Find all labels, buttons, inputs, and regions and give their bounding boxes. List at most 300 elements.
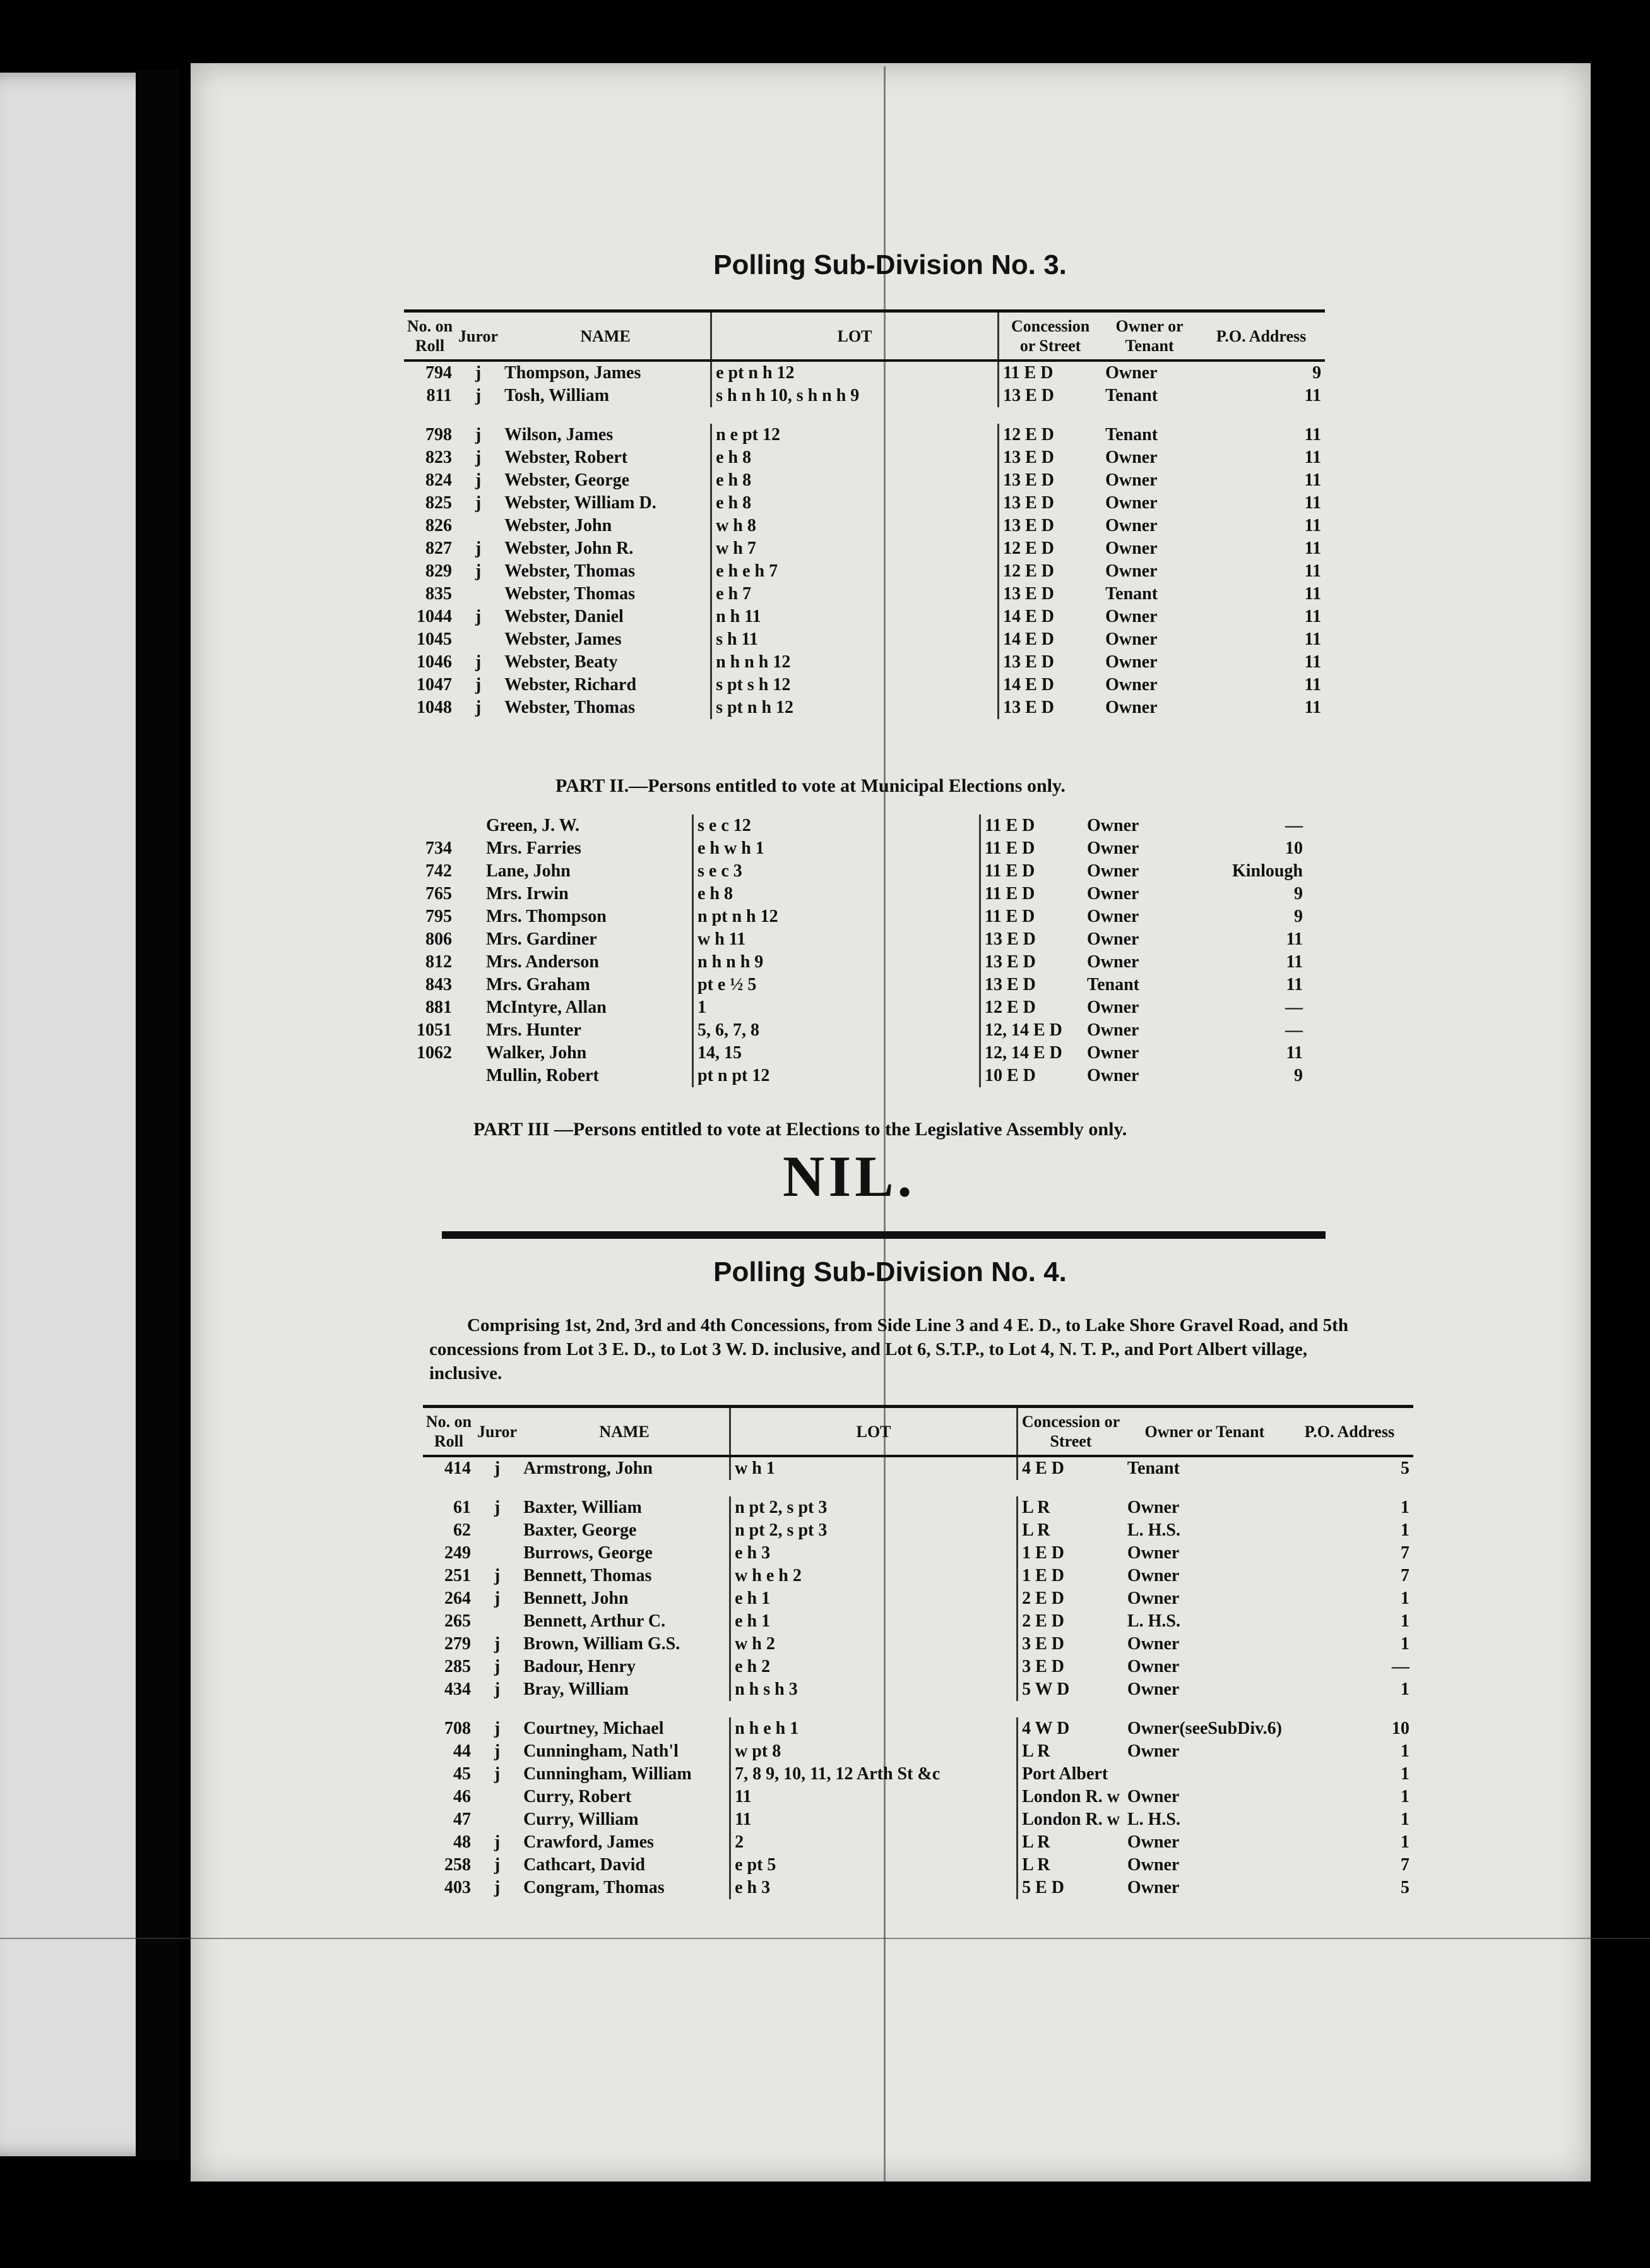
owner-status: Owner	[1105, 470, 1158, 491]
concession: 13 E D	[999, 651, 1102, 674]
lot: 2	[730, 1831, 1018, 1854]
concession: L R	[1018, 1854, 1124, 1877]
concession: 11 E D	[980, 815, 1084, 837]
header-owner: Owner or Tenant	[1124, 1407, 1286, 1457]
lot: s pt s h 12	[711, 674, 999, 696]
concession: 12 E D	[980, 996, 1084, 1019]
roll-number	[404, 815, 456, 837]
owner-status: Owner	[1087, 839, 1139, 858]
po-address: 1	[1400, 1741, 1410, 1762]
roll-number: 1045	[417, 630, 452, 650]
header-owner: Owner or Tenant	[1101, 311, 1197, 361]
roll-number: 823	[425, 448, 452, 468]
lot: n pt 2, s pt 3	[730, 1496, 1018, 1519]
section3-title: Polling Sub-Division No. 3.	[713, 249, 1067, 280]
lot: e h 7	[711, 583, 999, 606]
voter-name: Curry, Robert	[523, 1787, 632, 1807]
concession: L R	[1018, 1519, 1124, 1542]
roll-number: 44	[453, 1741, 471, 1762]
juror-mark: j	[475, 561, 482, 582]
juror-mark	[456, 883, 482, 905]
voter-name: Cunningham, William	[523, 1764, 692, 1784]
concession: 12 E D	[999, 537, 1102, 560]
roll-number: 434	[444, 1680, 471, 1700]
table-row	[404, 1019, 1307, 1042]
roll-number: 798	[425, 425, 452, 445]
voter-name: Webster, Robert	[504, 448, 628, 468]
owner-status: Owner	[1127, 1566, 1180, 1586]
roll-number: 881	[425, 998, 452, 1017]
voter-name: Wilson, James	[504, 425, 614, 445]
roll-number: 794	[425, 363, 452, 383]
concession: 13 E D	[999, 446, 1102, 469]
lot: n pt n h 12	[693, 905, 980, 928]
owner-status: Owner	[1087, 1066, 1139, 1085]
table-row	[423, 1480, 1413, 1496]
table-row	[423, 1717, 1413, 1740]
row-spacer	[423, 1480, 1413, 1496]
roll-number: 708	[444, 1719, 471, 1739]
owner-status: Tenant	[1105, 425, 1158, 445]
owner-status: L. H.S.	[1127, 1810, 1180, 1830]
owner-status: Owner(seeSubDiv.6)	[1127, 1719, 1282, 1739]
header-juror: Juror	[475, 1407, 519, 1457]
lot: e h 2	[730, 1656, 1018, 1678]
table-row	[404, 928, 1307, 951]
lot: s e c 12	[693, 815, 980, 837]
juror-mark	[456, 1019, 482, 1042]
owner-status: Tenant	[1105, 584, 1158, 604]
concession: 11 E D	[980, 837, 1084, 860]
lot: pt e ½ 5	[693, 974, 980, 996]
po-address: 11	[1304, 652, 1322, 672]
table-row	[404, 583, 1325, 606]
concession: 12, 14 E D	[980, 1019, 1084, 1042]
concession: 12, 14 E D	[980, 1042, 1084, 1065]
owner-status: Owner	[1087, 998, 1139, 1017]
roll-number: 812	[425, 952, 452, 972]
juror-mark: j	[475, 363, 482, 383]
juror-mark	[475, 1519, 519, 1542]
juror-mark: j	[494, 1855, 501, 1875]
po-address: 11	[1304, 675, 1322, 695]
voter-name: Green, J. W.	[486, 816, 580, 835]
table-row	[404, 860, 1307, 883]
po-address: 11	[1304, 698, 1322, 718]
voter-name: Badour, Henry	[523, 1657, 636, 1677]
roll-number: 48	[453, 1832, 471, 1853]
table-row	[404, 674, 1325, 696]
voter-name: Mullin, Robert	[486, 1066, 599, 1085]
owner-status: Owner	[1127, 1680, 1180, 1700]
owner-status: Tenant	[1105, 386, 1158, 406]
lot: w h 8	[711, 515, 999, 537]
voter-name: Tosh, William	[504, 386, 610, 406]
voter-name: Webster, Daniel	[504, 607, 624, 627]
concession: 5 E D	[1018, 1877, 1124, 1899]
voter-name: Mrs. Irwin	[486, 884, 569, 904]
voter-name: Webster, John	[504, 516, 612, 536]
concession: 13 E D	[999, 515, 1102, 537]
roll-number: 1044	[417, 607, 452, 627]
lot: w h 1	[730, 1456, 1018, 1480]
juror-mark: j	[494, 1498, 501, 1518]
roll-number: 414	[444, 1459, 471, 1479]
concession: 14 E D	[999, 606, 1102, 628]
owner-status: Owner	[1105, 363, 1158, 383]
owner-status: Owner	[1127, 1543, 1180, 1563]
roll-number: 403	[444, 1878, 471, 1898]
juror-mark: j	[475, 386, 482, 406]
roll-number: 824	[425, 470, 452, 491]
owner-status: Owner	[1127, 1878, 1180, 1898]
owner-status: Owner	[1087, 907, 1139, 926]
concession: 4 E D	[1018, 1456, 1124, 1480]
concession: 13 E D	[999, 469, 1102, 492]
roll-number: 811	[426, 386, 452, 406]
juror-mark: j	[475, 698, 482, 718]
voter-name: Burrows, George	[523, 1543, 653, 1563]
po-address: 11	[1304, 539, 1322, 559]
lot: e h 8	[711, 469, 999, 492]
voter-name: Webster, Thomas	[504, 584, 636, 604]
roll-number: 1051	[417, 1020, 452, 1040]
scan-artifact-line	[0, 1938, 1650, 1939]
juror-mark: j	[494, 1589, 501, 1609]
header-name: NAME	[501, 311, 711, 361]
juror-mark	[456, 951, 482, 974]
po-address: 11	[1304, 493, 1322, 513]
table-row	[423, 1740, 1413, 1763]
table-row	[404, 492, 1325, 515]
header-name: NAME	[519, 1407, 730, 1457]
table-row	[423, 1456, 1413, 1480]
po-address: 11	[1286, 952, 1303, 972]
header-no: No. on Roll	[423, 1407, 475, 1457]
po-address: 7	[1400, 1566, 1410, 1586]
voter-name: Curry, William	[523, 1810, 639, 1830]
juror-mark: j	[494, 1634, 501, 1654]
owner-status: Owner	[1105, 652, 1158, 672]
table-row	[423, 1610, 1413, 1633]
roll-number: 1062	[417, 1043, 452, 1063]
po-address: —	[1285, 816, 1303, 835]
table-row	[423, 1496, 1413, 1519]
juror-mark: j	[494, 1832, 501, 1853]
section-divider-rule	[442, 1231, 1326, 1239]
lot: e h 1	[730, 1610, 1018, 1633]
roll-number: 1048	[417, 698, 452, 718]
table-row	[404, 651, 1325, 674]
voter-name: Webster, George	[504, 470, 630, 491]
po-address: 10	[1391, 1719, 1410, 1739]
juror-mark	[475, 1610, 519, 1633]
header-po: P.O. Address	[1197, 311, 1325, 361]
po-address: 11	[1304, 386, 1322, 406]
po-address: 11	[1304, 470, 1322, 491]
po-address: —	[1285, 1020, 1303, 1040]
table-row	[404, 883, 1307, 905]
lot: n h e h 1	[730, 1717, 1018, 1740]
roll-number: 734	[425, 839, 452, 858]
lot: w h 7	[711, 537, 999, 560]
concession: 2 E D	[1018, 1610, 1124, 1633]
header-no: No. on Roll	[404, 311, 456, 361]
lot: n e pt 12	[711, 424, 999, 446]
table-row	[423, 1831, 1413, 1854]
lot: e h 3	[730, 1542, 1018, 1565]
voter-name: Webster, Thomas	[504, 698, 636, 718]
table-row	[423, 1542, 1413, 1565]
po-address: —	[1285, 998, 1303, 1017]
juror-mark: j	[494, 1764, 501, 1784]
po-address: 11	[1304, 516, 1322, 536]
concession: 13 E D	[980, 951, 1084, 974]
po-address: 1	[1400, 1589, 1410, 1609]
juror-mark: j	[475, 448, 482, 468]
concession: 3 E D	[1018, 1656, 1124, 1678]
juror-mark	[456, 974, 482, 996]
po-address: 11	[1304, 607, 1322, 627]
po-address: 7	[1400, 1855, 1410, 1875]
table-row	[423, 1701, 1413, 1717]
concession: 14 E D	[999, 628, 1102, 651]
concession: 13 E D	[999, 492, 1102, 515]
concession: L R	[1018, 1740, 1124, 1763]
roll-number: 47	[453, 1810, 471, 1830]
table-row	[423, 1786, 1413, 1808]
voter-name: Baxter, William	[523, 1498, 642, 1518]
roll-number: 61	[453, 1498, 471, 1518]
concession: L R	[1018, 1831, 1124, 1854]
table-row	[404, 996, 1307, 1019]
juror-mark	[456, 860, 482, 883]
juror-mark: j	[475, 675, 482, 695]
concession: 3 E D	[1018, 1633, 1124, 1656]
table-row	[404, 905, 1307, 928]
concession: Port Albert	[1018, 1763, 1124, 1786]
po-address: 10	[1285, 839, 1303, 858]
voter-name: Mrs. Anderson	[486, 952, 599, 972]
concession: 1 E D	[1018, 1565, 1124, 1587]
voter-name: Bennett, Thomas	[523, 1566, 652, 1586]
voter-name: Webster, Thomas	[504, 561, 636, 582]
roll-number: 249	[444, 1543, 471, 1563]
roll-number: 265	[444, 1611, 471, 1632]
lot: w h e h 2	[730, 1565, 1018, 1587]
concession: L R	[1018, 1496, 1124, 1519]
po-address: 9	[1294, 884, 1303, 904]
table-row	[423, 1656, 1413, 1678]
owner-status: Owner	[1127, 1498, 1180, 1518]
po-address: 11	[1304, 448, 1322, 468]
section4-title: Polling Sub-Division No. 4.	[713, 1256, 1067, 1287]
table-row	[404, 951, 1307, 974]
po-address: 11	[1286, 1043, 1303, 1063]
owner-status: Owner	[1087, 861, 1139, 881]
po-address: 1	[1400, 1520, 1410, 1541]
po-address: 9	[1294, 907, 1303, 926]
po-address: 5	[1400, 1878, 1410, 1898]
juror-mark: j	[494, 1459, 501, 1479]
roll-number: 765	[425, 884, 452, 904]
voter-name: Webster, Richard	[504, 675, 637, 695]
po-address: 11	[1304, 425, 1322, 445]
voter-name: Bray, William	[523, 1680, 629, 1700]
concession: 12 E D	[999, 424, 1102, 446]
lot: e h 1	[730, 1587, 1018, 1610]
lot: n h 11	[711, 606, 999, 628]
roll-number: 829	[425, 561, 452, 582]
po-address: Kinlough	[1232, 861, 1303, 881]
juror-mark: j	[475, 493, 482, 513]
juror-mark: j	[475, 470, 482, 491]
row-spacer	[404, 407, 1325, 424]
roll-number: 795	[425, 907, 452, 926]
concession: 14 E D	[999, 674, 1102, 696]
part2-table	[404, 815, 1307, 1087]
owner-status: L. H.S.	[1127, 1520, 1180, 1541]
concession: 12 E D	[999, 560, 1102, 583]
concession: 5 W D	[1018, 1678, 1124, 1701]
po-address: 1	[1400, 1498, 1410, 1518]
juror-mark: j	[475, 607, 482, 627]
roll-number: 279	[444, 1634, 471, 1654]
voter-name: Brown, William G.S.	[523, 1634, 680, 1654]
table-row	[423, 1763, 1413, 1786]
owner-status: Owner	[1087, 929, 1139, 949]
po-address: 11	[1304, 630, 1322, 650]
lot: e pt 5	[730, 1854, 1018, 1877]
lot: w pt 8	[730, 1740, 1018, 1763]
voter-name: Cunningham, Nath'l	[523, 1741, 679, 1762]
po-address: 9	[1312, 363, 1322, 383]
section4-description: Comprising 1st, 2nd, 3rd and 4th Concessions, from Side Line 3 and 4 E. D., to Lake Shore Gravel Road, and 5th concessions from Lot 3 E. D., to Lot 3 W. D. inclusive, and Lot 6, S.T.P., to Lot 4, N. T. P., and Port Albert village, inclusive.	[429, 1315, 1348, 1383]
owner-status: Owner	[1087, 884, 1139, 904]
po-address: 11	[1304, 561, 1322, 582]
voter-name: Congram, Thomas	[523, 1878, 665, 1898]
po-address: 9	[1294, 1066, 1303, 1085]
owner-status: Owner	[1105, 630, 1158, 650]
concession: 1 E D	[1018, 1542, 1124, 1565]
juror-mark: j	[475, 425, 482, 445]
voter-name: Crawford, James	[523, 1832, 654, 1853]
roll-number: 825	[425, 493, 452, 513]
concession: 2 E D	[1018, 1587, 1124, 1610]
juror-mark: j	[494, 1657, 501, 1677]
owner-status: Owner	[1105, 516, 1158, 536]
juror-mark: j	[494, 1680, 501, 1700]
po-address: 1	[1400, 1787, 1410, 1807]
juror-mark: j	[494, 1741, 501, 1762]
voter-name: Mrs. Gardiner	[486, 929, 597, 949]
lot: w h 11	[693, 928, 980, 951]
voter-name: Armstrong, John	[523, 1459, 653, 1479]
header-po: P.O. Address	[1286, 1407, 1413, 1457]
roll-number: 251	[444, 1566, 471, 1586]
concession: 13 E D	[999, 385, 1102, 407]
table-row	[423, 1565, 1413, 1587]
roll-number: 46	[453, 1787, 471, 1807]
voter-name: Mrs. Farries	[486, 839, 581, 858]
lot: 1	[693, 996, 980, 1019]
juror-mark	[475, 1786, 519, 1808]
concession: 13 E D	[980, 928, 1084, 951]
lot: 11	[730, 1786, 1018, 1808]
table-row	[404, 560, 1325, 583]
lot: w h 2	[730, 1633, 1018, 1656]
owner-status: Owner	[1127, 1657, 1180, 1677]
lot: e h 8	[711, 492, 999, 515]
voter-name: Walker, John	[486, 1043, 587, 1063]
owner-status: Owner	[1105, 675, 1158, 695]
lot: 14, 15	[693, 1042, 980, 1065]
part3-heading: PART III —Persons entitled to vote at Elections to the Legislative Assembly only.	[473, 1119, 1127, 1140]
voter-name: Baxter, George	[523, 1520, 637, 1541]
lot: e h 8	[711, 446, 999, 469]
table-row	[404, 606, 1325, 628]
roll-number: 45	[453, 1764, 471, 1784]
table-row	[404, 515, 1325, 537]
voter-name: Webster, Beaty	[504, 652, 618, 672]
juror-mark	[456, 628, 501, 651]
lot: e h e h 7	[711, 560, 999, 583]
juror-mark	[475, 1542, 519, 1565]
header-concession: Concession or Street	[1018, 1407, 1124, 1457]
voter-name: Lane, John	[486, 861, 571, 881]
po-address: 1	[1400, 1680, 1410, 1700]
po-address: 1	[1400, 1634, 1410, 1654]
owner-status: Owner	[1105, 539, 1158, 559]
voter-name: Courtney, Michael	[523, 1719, 664, 1739]
table-row	[423, 1633, 1413, 1656]
table-row	[423, 1808, 1413, 1831]
po-address: 11	[1286, 975, 1303, 994]
section4-table	[423, 1405, 1413, 1899]
lot: s e c 3	[693, 860, 980, 883]
juror-mark	[456, 905, 482, 928]
juror-mark	[456, 1065, 482, 1087]
table-row	[423, 1877, 1413, 1899]
table-row	[404, 1065, 1307, 1087]
voter-name: Mrs. Hunter	[486, 1020, 581, 1040]
table-row	[404, 628, 1325, 651]
part2-heading: PART II.—Persons entitled to vote at Municipal Elections only.	[555, 775, 1065, 796]
lot: n h n h 9	[693, 951, 980, 974]
table-row	[404, 837, 1307, 860]
table-row	[404, 815, 1307, 837]
juror-mark: j	[475, 652, 482, 672]
owner-status: Owner	[1127, 1787, 1180, 1807]
header-lot: LOT	[711, 311, 999, 361]
roll-number: 835	[425, 584, 452, 604]
po-address: 7	[1400, 1543, 1410, 1563]
lot: n h n h 12	[711, 651, 999, 674]
concession: 11 E D	[980, 860, 1084, 883]
header-lot: LOT	[730, 1407, 1018, 1457]
table-row	[404, 469, 1325, 492]
owner-status: Owner	[1087, 952, 1139, 972]
roll-number: 264	[444, 1589, 471, 1609]
section3-table	[404, 309, 1325, 719]
owner-status: Owner	[1105, 561, 1158, 582]
concession: 11 E D	[980, 883, 1084, 905]
owner-status: Owner	[1105, 698, 1158, 718]
voter-name: Mrs. Graham	[486, 975, 590, 994]
juror-mark	[456, 928, 482, 951]
concession: 13 E D	[999, 696, 1102, 719]
table-row	[404, 1042, 1307, 1065]
